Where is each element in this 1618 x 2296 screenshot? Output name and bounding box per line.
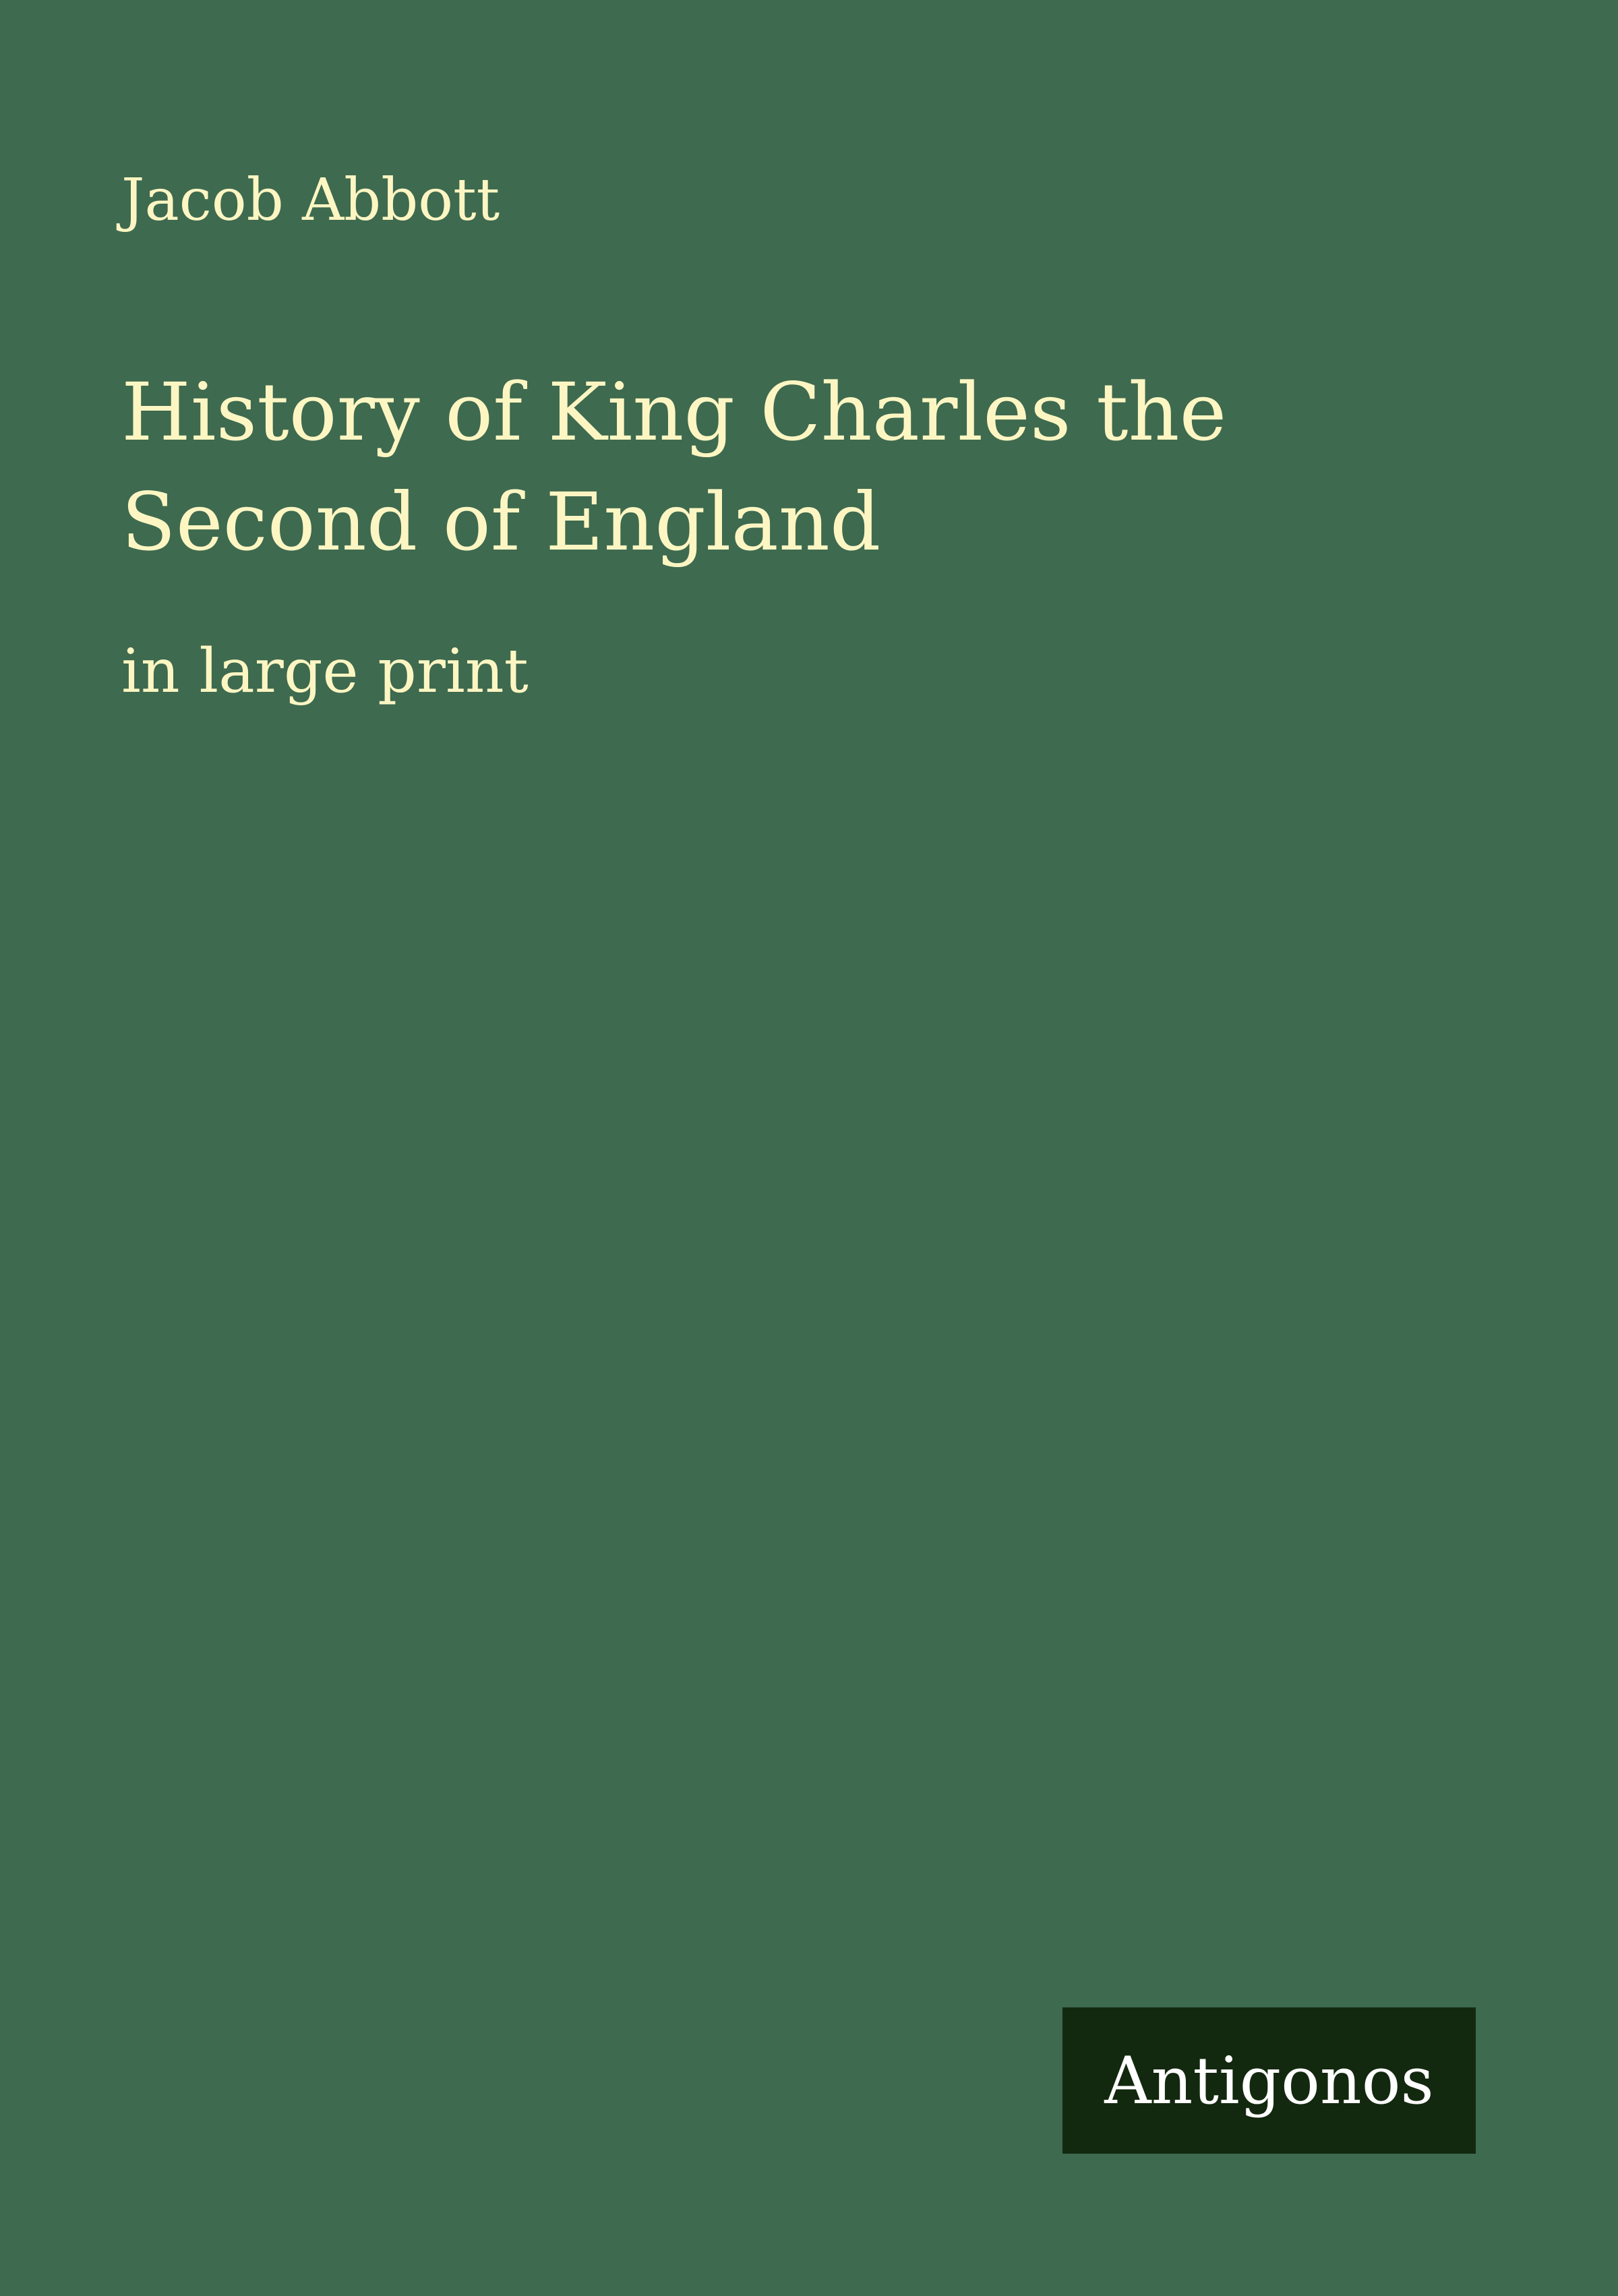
publisher-logo bbox=[1062, 2007, 1476, 2154]
book-subtitle: in large print bbox=[121, 636, 529, 707]
book-title: History of King Charles the Second of England bbox=[121, 365, 1227, 568]
publisher-name: Antigonos bbox=[1104, 2042, 1434, 2119]
author-name: Jacob Abbott bbox=[121, 167, 500, 234]
